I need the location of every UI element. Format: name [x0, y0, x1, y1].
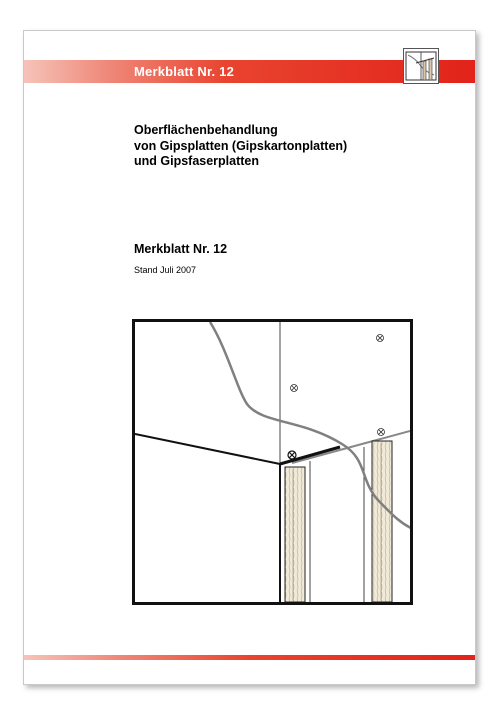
header-title: Merkblatt Nr. 12 — [134, 64, 235, 79]
document-date: Stand Juli 2007 — [134, 265, 197, 275]
footer-band — [24, 655, 475, 660]
title-line-3: und Gipsfaserplatten — [134, 154, 260, 168]
drywall-corner-illustration — [132, 319, 413, 605]
title-line-2: von Gipsplatten (Gipskartonplatten) — [134, 138, 348, 153]
document-page — [23, 30, 476, 685]
document-subtitle: Merkblatt Nr. 12 — [134, 242, 228, 256]
drywall-logo-icon — [403, 48, 439, 84]
title-line-1: Oberflächenbehandlung — [134, 123, 278, 137]
document-title — [134, 123, 454, 170]
